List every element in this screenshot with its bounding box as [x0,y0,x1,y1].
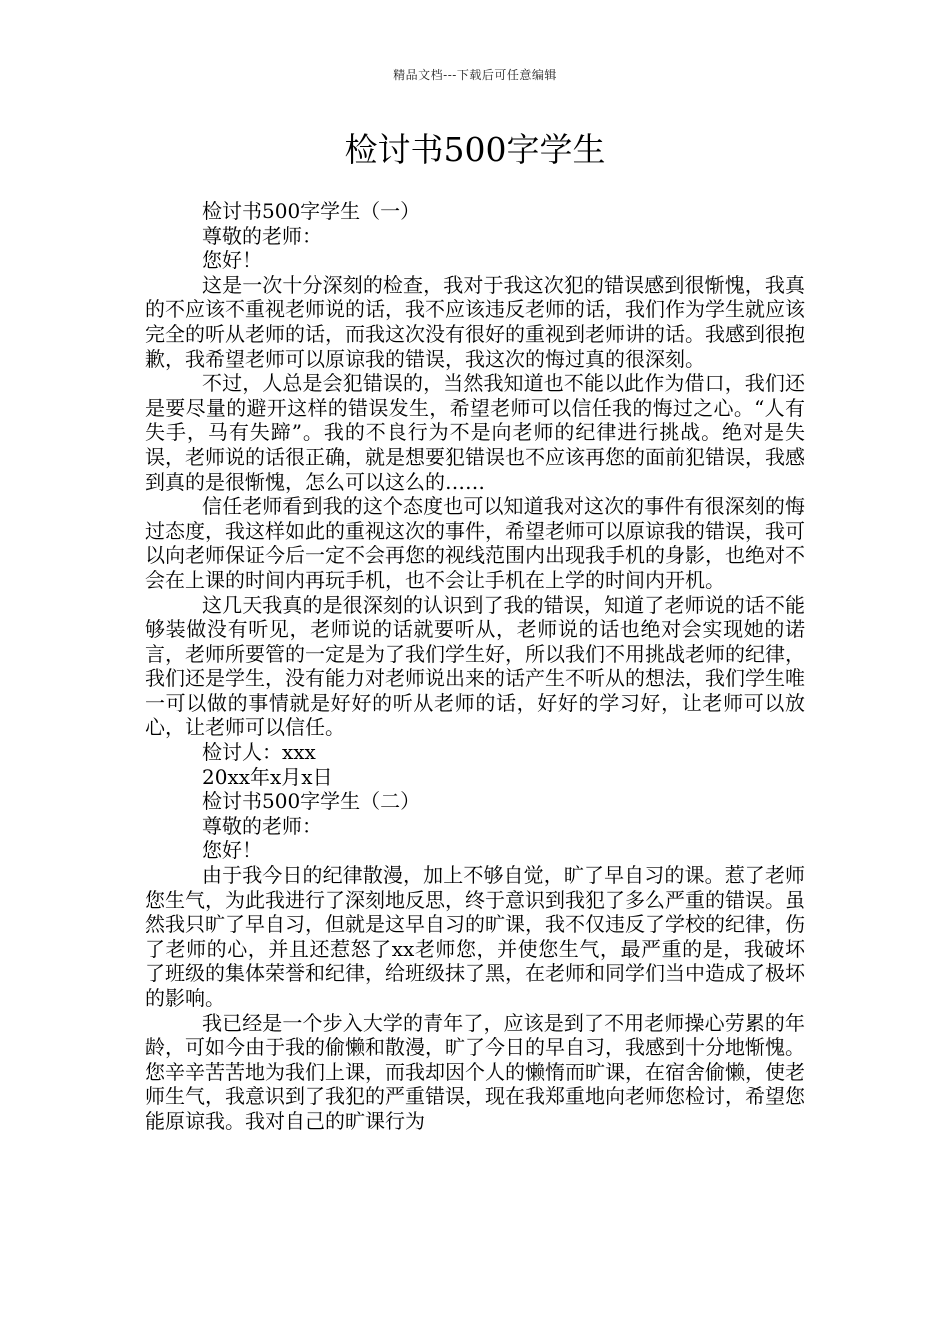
section-heading: 检讨书500字学生（一） [202,199,421,223]
paragraph: 不过，人总是会犯错误的，当然我知道也不能以此作为借口，我们还是要尽量的避开这样的错误发生，希望老师可以信任我的悔过之心。“人有失手，马有失蹄”。我的不良行为不是向老师的纪律进行挑战。绝对是失误，老师说的话很正确，就是想要犯错误也不应该再您的面前犯错误，我感到真的是很惭愧，怎么可以这么的…… [145,371,805,494]
header-note: 精品文档---下载后可任意编辑 [393,68,557,82]
greeting: 您好！ [202,248,262,273]
paragraph: 这是一次十分深刻的检查，我对于我这次犯的错误感到很惭愧，我真的不应该不重视老师说的话，我不应该违反老师的话，我们作为学生就应该完全的听从老师的话，而我这次没有很好的重视到老师讲的话。我感到很抱歉，我希望老师可以原谅我的错误，我这次的悔过真的很深刻。 [145,272,805,371]
document-title: 检讨书500字学生 [344,130,606,169]
paragraph: 我已经是一个步入大学的青年了，应该是到了不用老师操心劳累的年龄，可如今由于我的偷懒和散漫，旷了今日的早自习，我感到十分地惭愧。您辛辛苦苦地为我们上课，而我却因个人的懒惰而旷课，在宿舍偷懒，使老师生气，我意识到了我犯的严重错误，现在我郑重地向老师您检讨，希望您能原谅我。我对自己的旷课行为 [145,1010,805,1133]
section-two [145,789,805,1133]
section-one [145,199,805,789]
salutation: 尊敬的老师： [202,223,322,248]
signer: 检讨人：xxx [202,740,316,765]
section-heading: 检讨书500字学生（二） [202,789,421,814]
document-body [145,199,805,1134]
date: 20xx年x月x日 [202,764,333,789]
salutation: 尊敬的老师： [202,813,322,838]
paragraph: 这几天我真的是很深刻的认识到了我的错误，知道了老师说的话不能够装做没有听见，老师说的话就要听从，老师说的话也绝对会实现她的诺言，老师所要管的一定是为了我们学生好，所以我们不用挑战老师的纪律，我们还是学生，没有能力对老师说出来的话产生不听从的想法，我们学生唯一可以做的事情就是好好的听从老师的话，好好的学习好，让老师可以放心，让老师可以信任。 [145,592,805,740]
paragraph: 由于我今日的纪律散漫，加上不够自觉，旷了早自习的课。惹了老师您生气，为此我进行了深刻地反思，终于意识到我犯了多么严重的错误。虽然我只旷了早自习，但就是这早自习的旷课，我不仅违反了学校的纪律，伤了老师的心，并且还惹怒了xx老师您，并使您生气，最严重的是，我破坏了班级的集体荣誉和纪律，给班级抹了黑，在老师和同学们当中造成了极坏的影响。 [145,863,805,1010]
paragraph: 信任老师看到我的这个态度也可以知道我对这次的事件有很深刻的悔过态度，我这样如此的重视这次的事件，希望老师可以原谅我的错误，我可以向老师保证今后一定不会再您的视线范围内出现我手机的身影，也绝对不会在上课的时间内再玩手机，也不会让手机在上学的时间内开机。 [145,494,805,592]
greeting: 您好！ [202,838,262,863]
